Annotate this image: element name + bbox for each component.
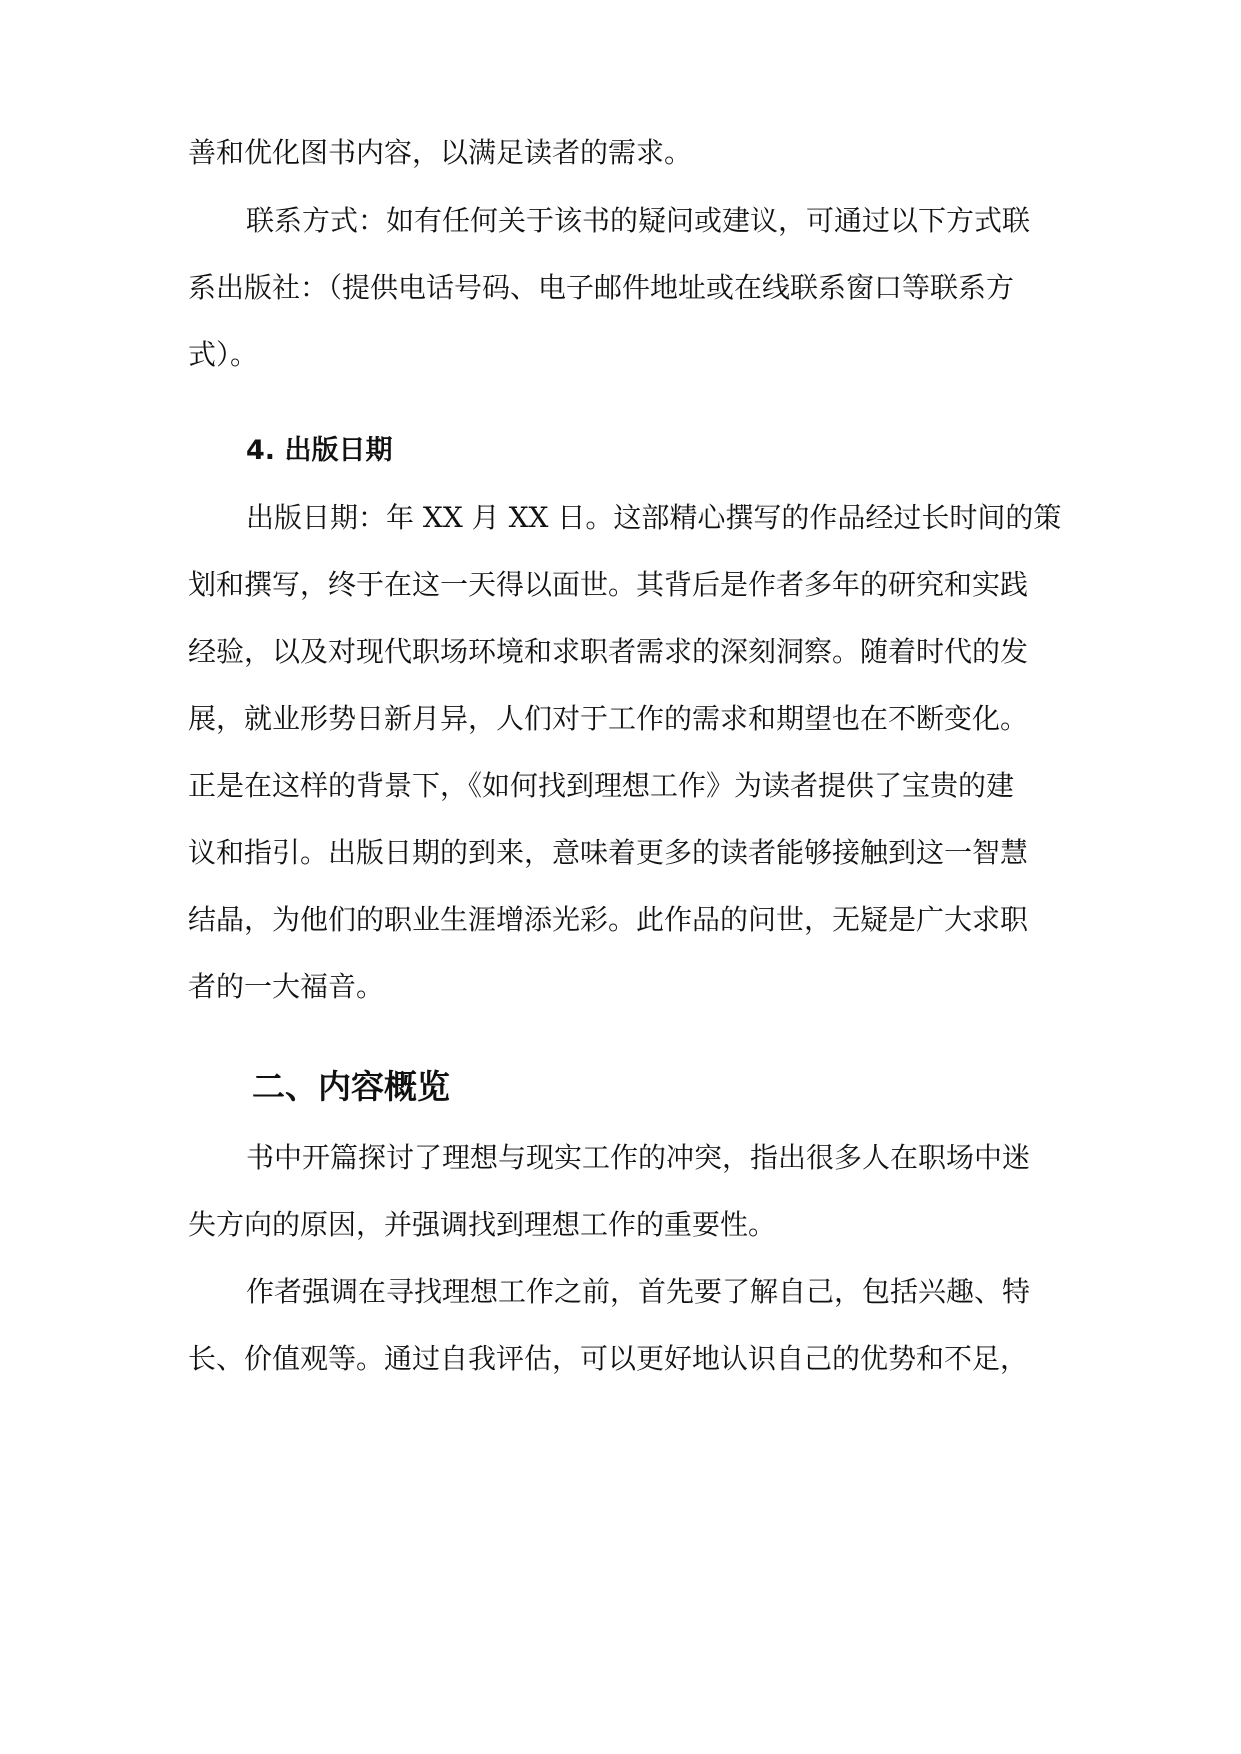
paragraph-line: 善和优化图书内容，以满足读者的需求。 [188,136,693,169]
paragraph-line: 联系方式：如有任何关于该书的疑问或建议，可通过以下方式联 [246,204,1031,237]
section-heading-publication-date: 4. 出版日期 [246,435,393,466]
paragraph-line: 书中开篇探讨了理想与现实工作的冲突，指出很多人在职场中迷 [246,1141,1031,1174]
paragraph-line: 经验，以及对现代职场环境和求职者需求的深刻洞察。随着时代的发 [188,635,1029,668]
paragraph-line: 出版日期：年 XX 月 XX 日。这部精心撰写的作品经过长时间的策 [246,501,1062,534]
paragraph-line: 议和指引。出版日期的到来，意味着更多的读者能够接触到这一智慧 [188,836,1029,869]
section-heading-content-overview: 二、内容概览 [252,1067,450,1106]
paragraph-line: 结晶，为他们的职业生涯增添光彩。此作品的问世，无疑是广大求职 [188,903,1029,936]
paragraph-line: 系出版社：（提供电话号码、电子邮件地址或在线联系窗口等联系方 [188,271,1015,304]
paragraph-line: 者的一大福音。 [188,970,385,1003]
paragraph-line: 长、价值观等。通过自我评估，可以更好地认识自己的优势和不足， [188,1342,1029,1375]
paragraph-line: 正是在这样的背景下，《如何找到理想工作》为读者提供了宝贵的建 [188,769,1015,802]
paragraph-line: 作者强调在寻找理想工作之前，首先要了解自己，包括兴趣、特 [246,1275,1031,1308]
paragraph-line: 展，就业形势日新月异，人们对于工作的需求和期望也在不断变化。 [188,702,1029,735]
paragraph-line: 失方向的原因，并强调找到理想工作的重要性。 [188,1208,777,1241]
paragraph-line: 划和撰写，终于在这一天得以面世。其背后是作者多年的研究和实践 [188,568,1029,601]
paragraph-line: 式）。 [188,338,259,371]
